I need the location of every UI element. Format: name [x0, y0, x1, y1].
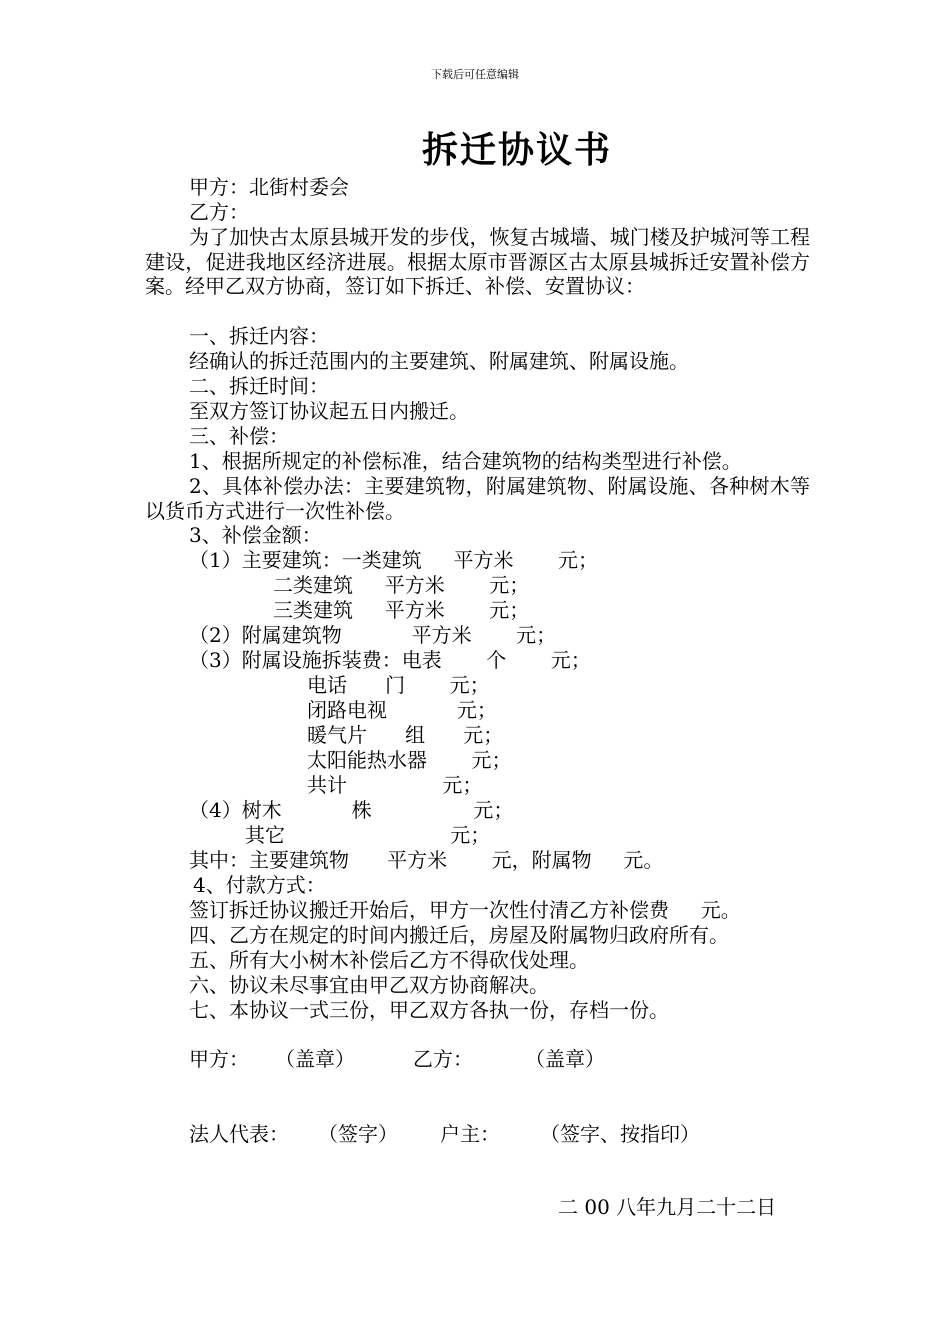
amount-facility-phone: 电话 门 元；	[307, 673, 490, 697]
agreement-date: 二 00 八年九月二十二日	[558, 1195, 777, 1219]
party-b: 乙方：	[189, 200, 249, 224]
amount-facility-cctv: 闭路电视 元；	[307, 698, 497, 722]
header-note: 下载后可任意编辑	[431, 68, 519, 81]
section-6: 六、协议未尽事宜由甲乙双方协商解决。	[189, 973, 549, 997]
party-a: 甲方：北街村委会	[189, 175, 349, 199]
amount-facility-radiator: 暖气片 组 元；	[307, 723, 504, 747]
section-4: 四、乙方在规定的时间内搬迁后，房屋及附属物归政府所有。	[189, 923, 729, 947]
amount-facility-meter: （3）附属设施拆装费：电表 个 元；	[189, 648, 591, 672]
amount-summary: 其中：主要建筑物 平方米 元，附属物 元。	[189, 848, 664, 872]
payment-method-heading: 4、付款方式：	[193, 873, 326, 897]
sign-party-a-label: 甲方：	[189, 1047, 249, 1071]
amount-auxiliary-building: （2）附属建筑物 平方米 元；	[189, 623, 557, 647]
legal-rep-sign: （签字）	[318, 1122, 398, 1146]
section-5: 五、所有大小树木补偿后乙方不得砍伐处理。	[189, 948, 589, 972]
section-2-text: 至双方签订协议起五日内搬迁。	[189, 399, 469, 423]
amount-main-building-1: （1）主要建筑：一类建筑 平方米 元；	[189, 548, 599, 572]
section-3-heading: 三、补偿：	[189, 424, 289, 448]
section-1-text: 经确认的拆迁范围内的主要建筑、附属建筑、附属设施。	[189, 349, 689, 373]
owner-sign: （签字、按指印）	[540, 1122, 700, 1146]
sign-party-b-label: 乙方：	[413, 1047, 473, 1071]
sign-party-b-seal: （盖章）	[525, 1047, 605, 1071]
compensation-item-1: 1、根据所规定的补偿标准，结合建筑物的结构类型进行补偿。	[189, 449, 742, 473]
payment-method-text: 签订拆迁协议搬迁开始后，甲方一次性付清乙方补偿费 元。	[189, 898, 741, 922]
compensation-item-2: 2、具体补偿办法：主要建筑物，附属建筑物、附属设施、各种树木等以货币方式进行一次性补偿。	[145, 474, 810, 523]
intro-paragraph: 为了加快古太原县城开发的步伐，恢复古城墙、城门楼及护城河等工程建设，促进我地区经济进展。根据太原市晋源区古太原县城拆迁安置补偿方案。经甲乙双方协商，签订如下拆迁、补偿、安置协议：	[145, 225, 810, 298]
amount-trees: （4）树木 株 元；	[189, 798, 514, 822]
section-7: 七、本协议一式三份，甲乙双方各执一份，存档一份。	[189, 998, 669, 1022]
amount-facility-solar-heater: 太阳能热水器 元；	[307, 748, 512, 772]
amount-main-building-2: 二类建筑 平方米 元；	[273, 573, 530, 597]
amount-other: 其它 元；	[245, 823, 491, 847]
owner-label: 户主：	[440, 1122, 500, 1146]
section-1-heading: 一、拆迁内容：	[189, 324, 329, 348]
legal-rep-label: 法人代表：	[189, 1122, 289, 1146]
section-2-heading: 二、拆迁时间：	[189, 374, 329, 398]
amount-facility-total: 共计 元；	[307, 773, 483, 797]
compensation-item-3-heading: 3、补偿金额：	[189, 523, 322, 547]
sign-party-a-seal: （盖章）	[275, 1047, 355, 1071]
document-title: 拆迁协议书	[421, 129, 612, 171]
amount-main-building-3: 三类建筑 平方米 元；	[273, 598, 530, 622]
